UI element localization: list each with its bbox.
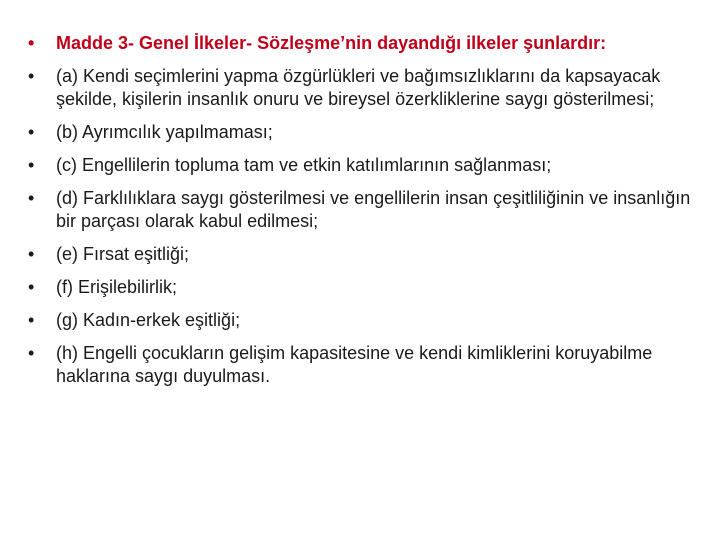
list-item-g [24, 309, 704, 332]
bullet-icon: • [28, 33, 35, 53]
bullet-icon: • [28, 155, 35, 175]
item-text-e: (e) Fırsat eşitliği; [56, 244, 190, 264]
item-text-a: (a) Kendi seçimlerini yapma özgürlükleri ve bağımsızlıklarını da kapsayacak şekilde, kişilerin insanlık onuru ve bireysel özerkliklerine saygı gösterilmesi; [56, 66, 661, 109]
list-item-heading [24, 32, 704, 55]
bullet-icon: • [28, 66, 35, 86]
bullet-icon: • [28, 122, 35, 142]
list-item-d [24, 187, 704, 233]
list-item-h [24, 342, 704, 388]
list-item-f [24, 276, 704, 299]
list-item-a [24, 65, 704, 111]
bullet-list [24, 32, 704, 398]
heading-text: Madde 3- Genel İlkeler- Sözleşme’nin dayandığı ilkeler şunlardır: [56, 33, 607, 53]
bullet-icon: • [28, 277, 35, 297]
bullet-icon: • [28, 310, 35, 330]
bullet-icon: • [28, 188, 35, 208]
list-item-b [24, 121, 704, 144]
item-text-g: (g) Kadın-erkek eşitliği; [56, 310, 241, 330]
list-item-e [24, 243, 704, 266]
item-text-c: (c) Engellilerin topluma tam ve etkin katılımlarının sağlanması; [56, 155, 552, 175]
item-text-h: (h) Engelli çocukların gelişim kapasitesine ve kendi kimliklerini koruyabilme haklarına saygı duyulması. [56, 343, 653, 386]
bullet-icon: • [28, 244, 35, 264]
item-text-d: (d) Farklılıklara saygı gösterilmesi ve engellilerin insan çeşitliliğinin ve insanlığın bir parçası olarak kabul edilmesi; [56, 188, 691, 231]
bullet-icon: • [28, 343, 35, 363]
list-item-c [24, 154, 704, 177]
item-text-f: (f) Erişilebilirlik; [56, 277, 177, 297]
item-text-b: (b) Ayrımcılık yapılmaması; [56, 122, 273, 142]
